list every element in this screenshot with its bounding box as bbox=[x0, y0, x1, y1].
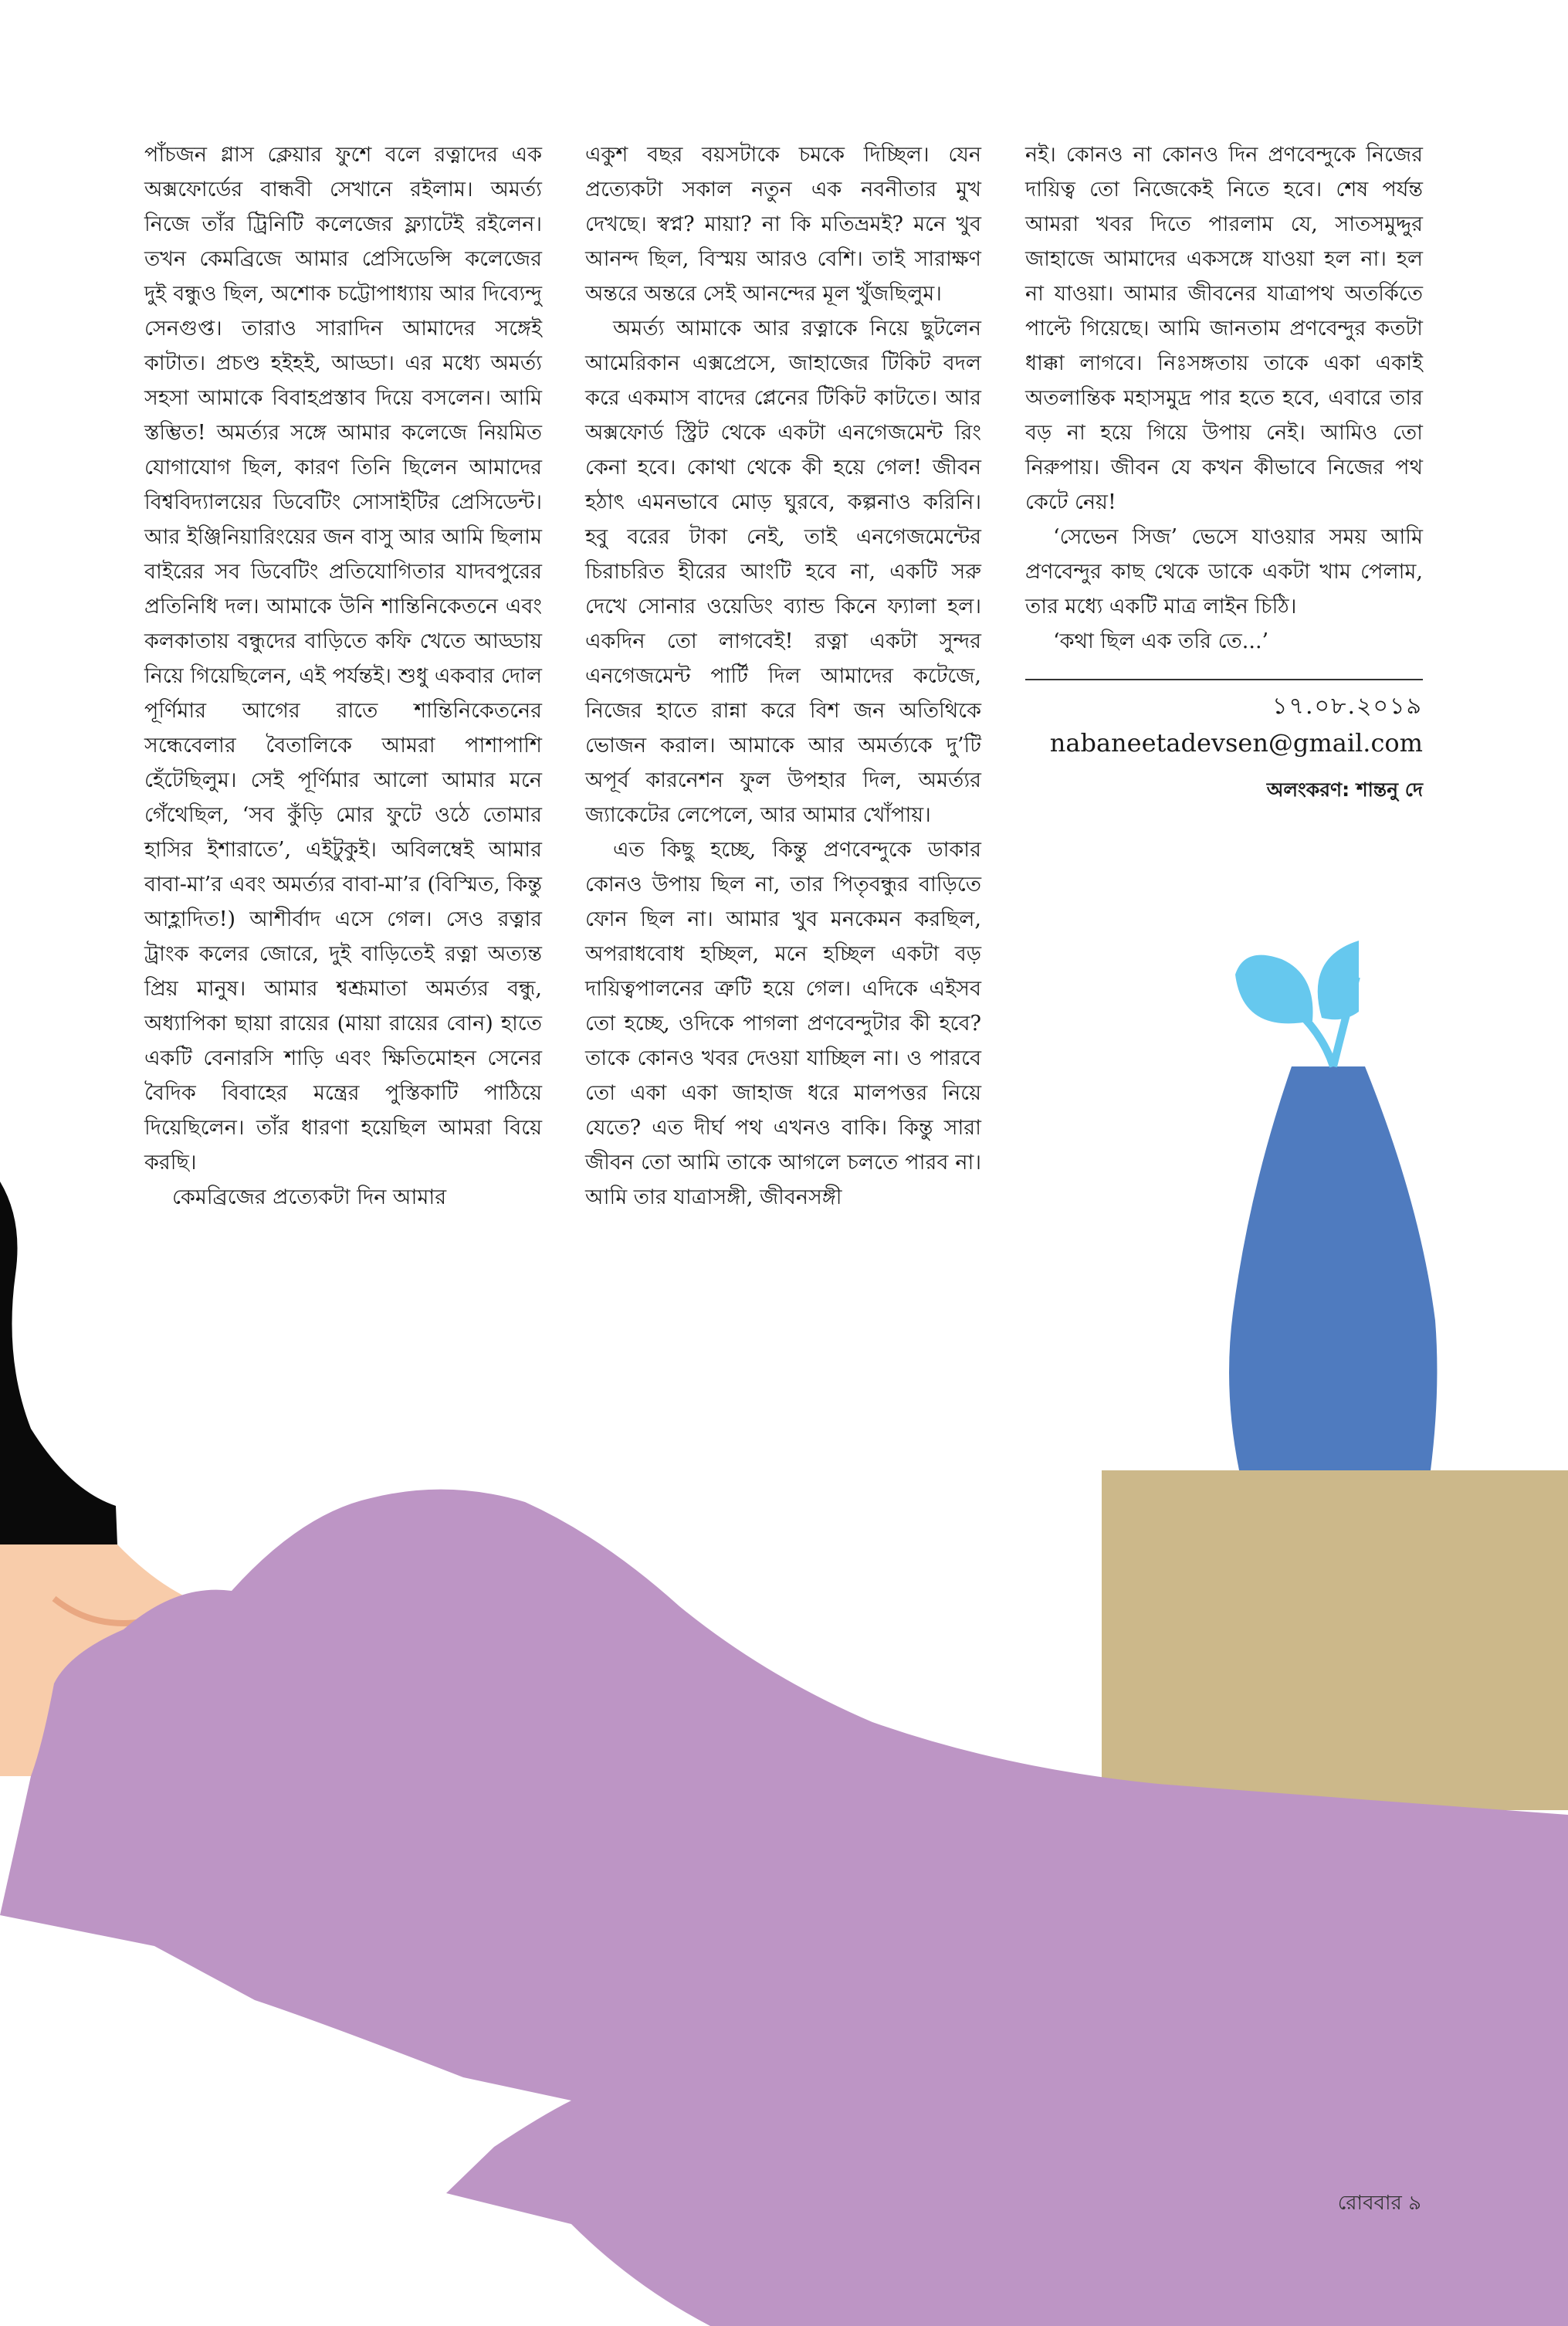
article-column-2 bbox=[585, 137, 981, 1215]
paragraph: ‘সেভেন সিজ’ ভেসে যাওয়ার সময় আমি প্রণবেন্দুর কাছ থেকে ডাকে একটা খাম পেলাম, তার মধ্যে একটি মাত্র লাইন চিঠি। bbox=[1025, 525, 1423, 619]
paragraph: একুশ বছর বয়সটাকে চমকে দিচ্ছিল। যেন প্রত্যেকটা সকাল নতুন এক নবনীতার মুখ দেখছে। স্বপ্ন? মায়া? না কি মতিভ্রমই? মনে খুব আনন্দ ছিল, বিস্ময় আরও বেশি। তাই সারাক্ষণ অন্তরে অন্তরে সেই আনন্দের মূল খুঁজছিলুম। bbox=[585, 143, 981, 306]
paragraph: এত কিছু হচ্ছে, কিন্তু প্রণবেন্দুকে ডাকার কোনও উপায় ছিল না, তার পিতৃবন্ধুর বাড়িতে ফোন ছিল না। আমার খুব মনকেমন করছিল, অপরাধবোধ হচ্ছিল, মনে হচ্ছিল একটা বড় দায়িত্বপালনের ত্রুটি হয়ে গেল। এদিকে এইসব তো হচ্ছে, ওদিকে পাগলা প্রণবেন্দুটার কী হবে? তাকে কোনও খবর দেওয়া যাচ্ছিল না। ও পারবে তো একা একা জাহাজ ধরে মালপত্তর নিয়ে যেতে? এত দীর্ঘ পথ এখনও বাকি। কিন্তু সারা জীবন তো আমি তাকে আগলে চলতে পারব না। আমি তার যাত্রাসঙ্গী, জীবনসঙ্গী bbox=[585, 838, 981, 1209]
bedside-table bbox=[1102, 1470, 1568, 1810]
page-number: রোববার ৯ bbox=[1337, 2192, 1421, 2215]
vase bbox=[1229, 1066, 1437, 1470]
article-column-3 bbox=[1025, 137, 1423, 805]
hair bbox=[0, 1182, 117, 1544]
paragraph: অমর্ত্য আমাকে আর রত্নাকে নিয়ে ছুটলেন আমেরিকান এক্সপ্রেসে, জাহাজের টিকিট বদল করে একমাস বাদের প্লেনের টিকিট কাটতে। আর অক্সফোর্ড স্ট্রিট থেকে একটা এনগেজমেন্ট রিং কেনা হবে। কোথা থেকে কী হয়ে গেল! জীবন হঠাৎ এমনভাবে মোড় ঘুরবে, কল্পনাও করিনি। হবু বরের টাকা নেই, তাই এনগেজমেন্টের চিরাচরিত হীরের আংটি হবে না, একটি সরু দেখে সোনার ওয়েডিং ব্যান্ড কিনে ফ্যালা হল। একদিন তো লাগবেই! রত্না একটা সুন্দর এনগেজমেন্ট পার্টি দিল আমাদের কটেজে, নিজের হাতে রান্না করে বিশ জন অতিথিকে ভোজন করাল। আমাকে আর অমর্ত্যকে দু’টি অপূর্ব কারনেশন ফুল উপহার দিল, অমর্ত্যর জ্যাকেটের লেপেলে, আর আমার খোঁপায়। bbox=[585, 317, 981, 827]
plant-leaf bbox=[1318, 941, 1359, 1019]
article-column-1 bbox=[144, 137, 542, 1215]
paragraph: ‘কথা ছিল এক তরি তে...’ bbox=[1053, 629, 1269, 653]
paragraph: পাঁচজন গ্লাস ক্লেয়ার ফুশে বলে রত্নাদের এক অক্সফোর্ডের বান্ধবী সেখানে রইলাম। অমর্ত্য নিজে তাঁর ট্রিনিটি কলেজের ফ্ল্যাটেই রইলেন। তখন কেমব্রিজে আমার প্রেসিডেন্সি কলেজের দুই বন্ধুও ছিল, অশোক চট্টোপাধ্যায় আর দিব্যেন্দু সেনগুপ্ত। তারাও সারাদিন আমাদের সঙ্গেই কাটাত। প্রচণ্ড হইহই, আড্ডা। এর মধ্যে অমর্ত্য সহসা আমাকে বিবাহপ্রস্তাব দিয়ে বসলেন। আমি স্তম্ভিত! অমর্ত্যর সঙ্গে আমার কলেজে নিয়মিত যোগাযোগ ছিল, কারণ তিনি ছিলেন আমাদের বিশ্ববিদ্যালয়ের ডিবেটিং সোসাইটির প্রেসিডেন্ট। আর ইঞ্জিনিয়ারিংয়ের জন বাসু আর আমি ছিলাম বাইরের সব ডিবেটিং প্রতিযোগিতার যাদবপুরের প্রতিনিধি দল। আমাকে উনি শান্তিনিকেতনে এবং কলকাতায় বন্ধুদের বাড়িতে কফি খেতে আড্ডায় নিয়ে গিয়েছিলেন, এই পর্যন্তই। শুধু একবার দোল পূর্ণিমার আগের রাতে শান্তিনিকেতনের সন্ধেবেলার বৈতালিকে আমরা পাশাপাশি হেঁটেছিলুম। সেই পূর্ণিমার আলো আমার মনে গেঁথেছিল, ‘সব কুঁড়ি মোর ফুটে ওঠে তোমার হাসির ইশারাতে’, এইটুকুই। অবিলম্বেই আমার বাবা-মা’র এবং অমর্ত্যর বাবা-মা’র (বিস্মিত, কিন্তু আহ্লাদিত!) আশীর্বাদ এসে গেল। সেও রত্নার ট্রাংক কলের জোরে, দুই বাড়িতেই রত্না অত্যন্ত প্রিয় মানুষ। আমার শ্বশ্রূমাতা অমর্ত্যর বন্ধু, অধ্যাপিকা ছায়া রায়ের (মায়া রায়ের বোন) হাতে একটি বেনারসি শাড়ি এবং ক্ষিতিমোহন সেনের বৈদিক বিবাহের মন্ত্রের পুস্তিকাটি পাঠিয়ে দিয়েছিলেন। তাঁর ধারণা হয়েছিল আমরা বিয়ে করছি। bbox=[144, 143, 542, 1175]
illustration-credit: অলংকরণ: শান্তনু দে bbox=[1266, 778, 1423, 801]
paragraph: নই। কোনও না কোনও দিন প্রণবেন্দুকে নিজের দায়িত্ব তো নিজেকেই নিতে হবে। শেষ পর্যন্ত আমরা খবর দিতে পারলাম যে, সাতসমুদ্দুর জাহাজে আমাদের একসঙ্গে যাওয়া হল না। হল না যাওয়া। আমার জীবনের যাত্রাপথ অতর্কিতে পাল্টে গিয়েছে। আমি জানতাম প্রণবেন্দুর কতটা ধাক্কা লাগবে। নিঃসঙ্গতায় তাকে একা একাই অতলান্তিক মহাসমুদ্র পার হতে হবে, এবারে তার বড় না হয়ে গিয়ে উপায় নেই। আমিও তো নিরুপায়। জীবন যে কখন কীভাবে নিজের পথ কেটে নেয়! bbox=[1025, 143, 1423, 514]
paragraph: কেমব্রিজের প্রত্যেকটা দিন আমার bbox=[172, 1185, 447, 1209]
divider bbox=[1025, 679, 1423, 680]
article-date: ১৭.০৮.২০১৯ bbox=[1272, 693, 1423, 720]
plant-leaf bbox=[1235, 955, 1313, 1024]
author-email: nabaneetadevsen@gmail.com bbox=[1049, 728, 1423, 758]
